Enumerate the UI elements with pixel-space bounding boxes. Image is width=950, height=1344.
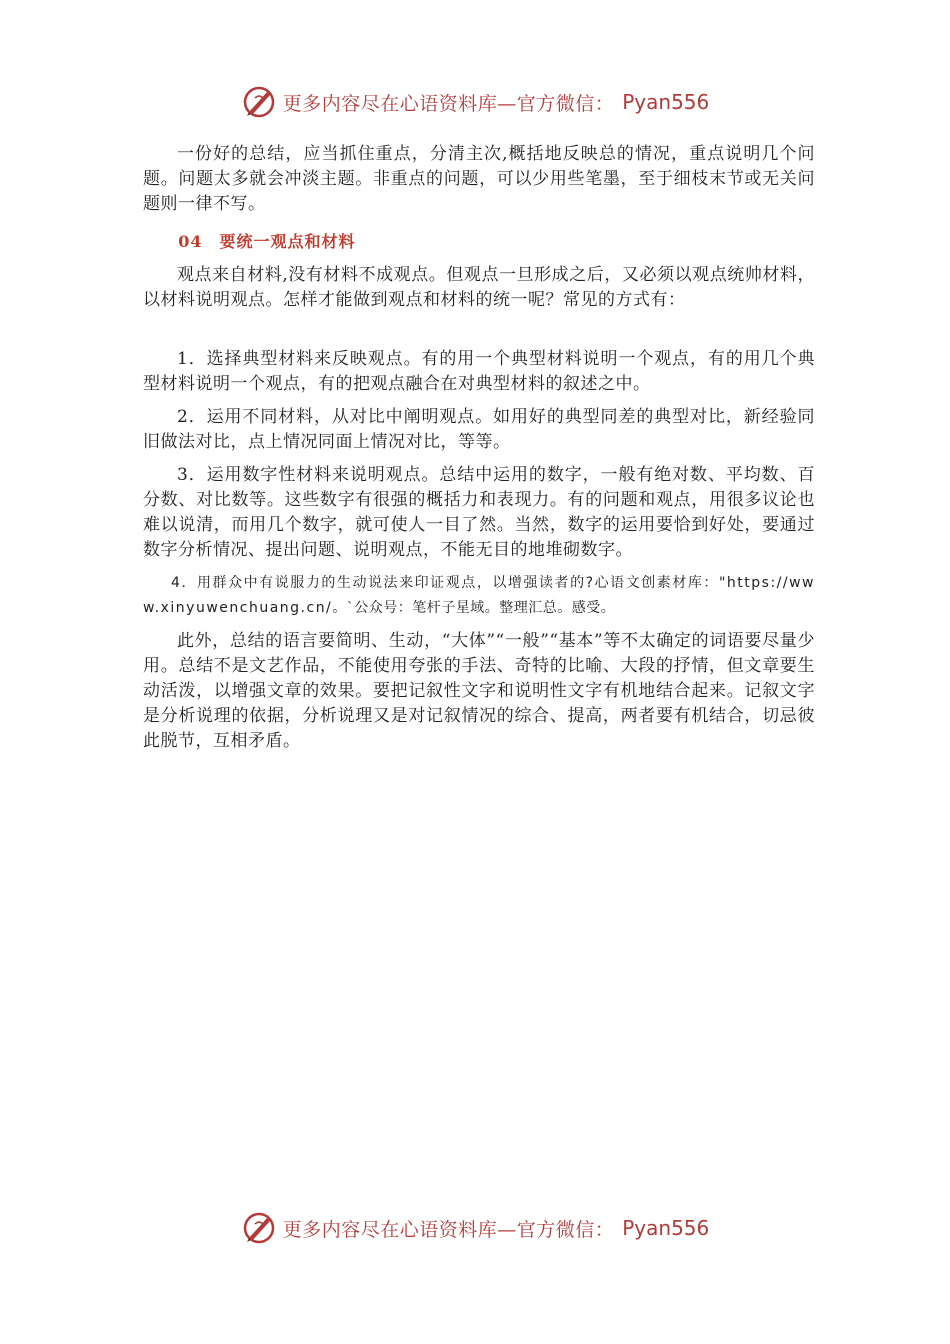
list-item-2: 2．运用不同材料，从对比中阐明观点。如用好的典型同差的典型对比，新经验同旧做法对比，点上情况同面上情况对比，等等。 xyxy=(143,407,815,452)
list-item-4-suffix: 。`公众号：笔杆子星域。整理汇总。感受。 xyxy=(332,600,616,616)
list-item-3: 3．运用数字性材料来说明观点。总结中运用的数字，一般有绝对数、平均数、百分数、对比数等。这些数字有很强的概括力和表现力。有的问题和观点，用很多议论也难以说清，而用几个数字，就可使人一目了然。当然，数字的运用要恰到好处，要通过数字分析情况、提出问题、说明观点，不能无目的地堆砌数字。 xyxy=(143,465,815,560)
paragraph-summary-focus: 一份好的总结，应当抓住重点，分清主次,概括地反映总的情况，重点说明几个问题。问题太多就会冲淡主题。非重点的问题，可以少用些笔墨，至于细枝末节或无关问题则一律不写。 xyxy=(143,144,815,214)
list-item-4-text: 4．用群众中有说服力的生动说法来印证观点，以增强读者的?心语文创素材库："https://www.xinyuwenchuang.cn/ xyxy=(143,575,815,616)
footer-banner xyxy=(0,1208,950,1248)
header-banner xyxy=(0,82,950,122)
list-item-1: 1．选择典型材料来反映观点。有的用一个典型材料说明一个观点，有的用几个典型材料说明一个观点，有的把观点融合在对典型材料的叙述之中。 xyxy=(143,349,815,394)
list-item-4 xyxy=(143,571,815,621)
pen-logo-icon xyxy=(241,1210,277,1246)
wechat-id: Pyan556 xyxy=(622,90,710,114)
pen-logo-icon xyxy=(241,84,277,120)
section-heading: 04 要统一观点和材料 xyxy=(178,232,356,251)
paragraph-language-style: 此外，总结的语言要简明、生动，“大体”“一般”“基本”等不太确定的词语要尽量少用。总结不是文艺作品，不能使用夸张的手法、奇特的比喻、大段的抒情，但文章要生动活泼，以增强文章的效果。要把记叙性文字和说明性文字有机地结合起来。记叙文字是分析说理的依据，分析说理又是对记叙情况的综合、提高，两者要有机结合，切忌彼此脱节，互相矛盾。 xyxy=(143,631,815,751)
document-body xyxy=(143,142,815,754)
banner-text: 更多内容尽在心语资料库—官方微信： xyxy=(282,1218,615,1241)
wechat-id: Pyan556 xyxy=(622,1216,710,1240)
banner-text: 更多内容尽在心语资料库—官方微信： xyxy=(282,92,615,115)
paragraph-viewpoint-material: 观点来自材料,没有材料不成观点。但观点一旦形成之后，又必须以观点统帅材料，以材料说明观点。怎样才能做到观点和材料的统一呢？常见的方式有： xyxy=(143,265,815,310)
